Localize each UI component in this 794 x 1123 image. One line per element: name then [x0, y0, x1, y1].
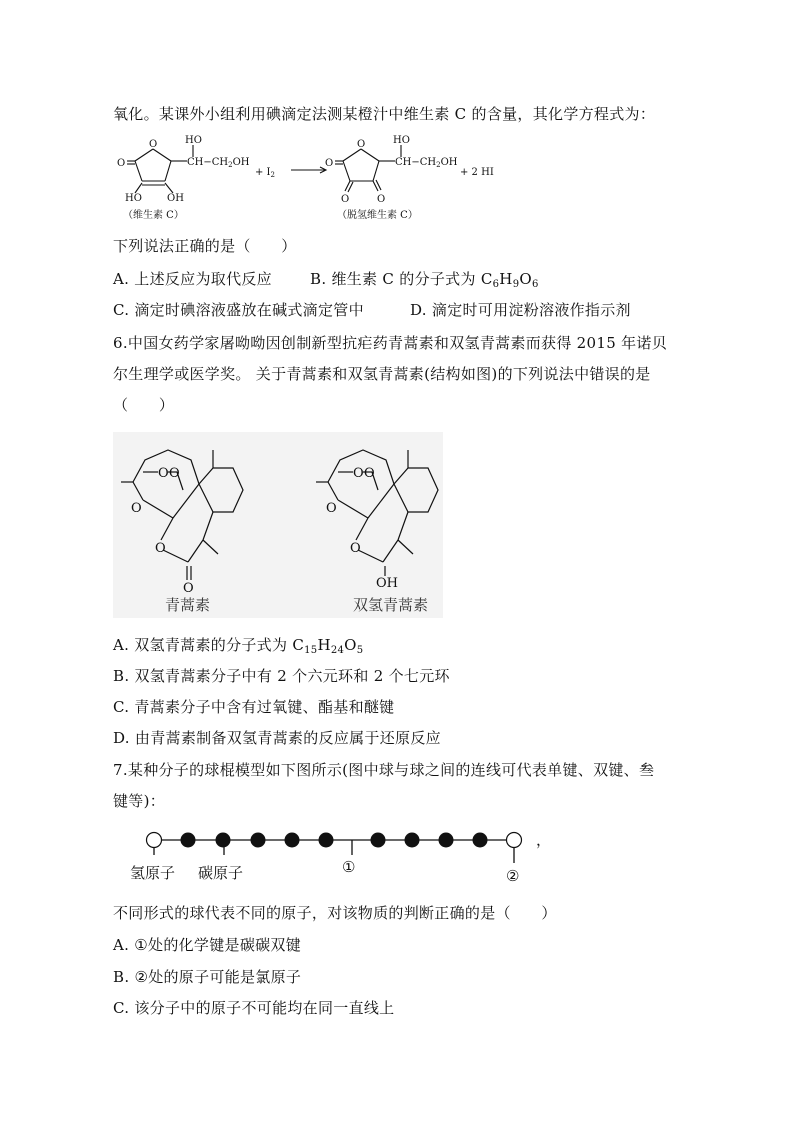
- ho-top-label: HO: [185, 135, 202, 146]
- q6-option-c: C. 青蒿素分子中含有过氧键、酯基和醚键: [113, 698, 395, 716]
- product-chain-label: $CH-CH_2OH$: [395, 157, 458, 169]
- oh-right-label: OH: [167, 193, 184, 204]
- ether-o-right: O: [326, 501, 337, 516]
- hydrogen-atom-label: 氢原子: [130, 864, 176, 882]
- ball-stick-model-figure: [120, 825, 560, 890]
- q6-option-b: B. 双氢青蒿素分子中有 2 个六元环和 2 个七元环: [113, 667, 450, 685]
- hydroxyl-label: OH: [376, 576, 398, 591]
- peroxide-o2: O: [169, 466, 180, 481]
- chain-label: $CH-CH_2OH$: [187, 157, 250, 169]
- q5-stem: 下列说法正确的是（ ）: [113, 237, 297, 255]
- ether-o-left: O: [131, 501, 142, 516]
- q7-option-c: C. 该分子中的原子不可能均在同一直线上: [113, 999, 395, 1017]
- q5-option-d: D. 滴定时可用淀粉溶液作指示剂: [410, 301, 631, 319]
- ring-oxygen-label: O: [149, 139, 158, 150]
- q5-option-b: B. 维生素 C 的分子式为 $C_6H_9O_6$: [310, 270, 539, 290]
- ester-o-left: O: [155, 541, 166, 556]
- q5-option-a: A. 上述反应为取代反应: [113, 270, 272, 288]
- carbonyl-o: O: [183, 581, 194, 596]
- keto-oxygen-label: O: [117, 158, 126, 169]
- carbon-atom-label: 碳原子: [198, 864, 244, 882]
- q6-stem-line1: 6.中国女药学家屠呦呦因创制新型抗疟药青蒿素和双氢青蒿素而获得 2015 年诺贝: [113, 334, 668, 352]
- q6-stem-line3: （ ）: [113, 396, 175, 414]
- product-o-bottom1: O: [341, 194, 350, 205]
- reactant-caption: （维生素 C）: [123, 210, 184, 221]
- q5-option-c: C. 滴定时碘溶液盛放在碱式滴定管中: [113, 301, 364, 319]
- plus-hi-label: + 2 HI: [460, 167, 494, 178]
- intro-text: 氧化。某课外小组利用碘滴定法测某橙汁中维生素 C 的含量，其化学方程式为：: [113, 105, 656, 123]
- product-ring-oxygen-label: O: [357, 139, 366, 150]
- q7-stem-line1: 7.某种分子的球棍模型如下图所示(图中球与球之间的连线可代表单键、双键、叁: [113, 761, 655, 779]
- product-ho-top-label: HO: [393, 135, 410, 146]
- product-keto-oxygen-label: O: [325, 158, 334, 169]
- peroxide-o3: O: [353, 466, 364, 481]
- figure-comma: ，: [536, 831, 552, 849]
- q7-option-b: B. ②处的原子可能是氯原子: [113, 968, 302, 986]
- artemisinin-caption: 青蒿素: [165, 596, 211, 614]
- artemisinin-structures-figure: [113, 432, 443, 618]
- q7-stem-line3: 不同形式的球代表不同的原子，对该物质的判断正确的是（ ）: [113, 904, 557, 922]
- plus-iodine-label: + $I_2$: [255, 167, 275, 179]
- q7-option-a: A. ①处的化学键是碳碳双键: [113, 936, 302, 954]
- q6-option-a: A. 双氢青蒿素的分子式为 $C_{15}H_{24}O_5$: [113, 636, 364, 656]
- q6-stem-line2: 尔生理学或医学奖。 关于青蒿素和双氢青蒿素(结构如图)的下列说法中错误的是: [113, 365, 651, 383]
- ho-left-label: HO: [125, 193, 142, 204]
- ring-o-right: O: [350, 541, 361, 556]
- dihydroartemisinin-caption: 双氢青蒿素: [353, 596, 429, 614]
- q7-stem-line2: 键等)：: [113, 792, 166, 810]
- peroxide-o1: O: [158, 466, 169, 481]
- marker-2: ②: [506, 867, 520, 885]
- vitamin-c-reaction-figure: [115, 133, 515, 228]
- marker-1: ①: [342, 858, 356, 876]
- peroxide-o4: O: [364, 466, 375, 481]
- product-o-bottom2: O: [377, 194, 386, 205]
- q6-option-d: D. 由青蒿素制备双氢青蒿素的反应属于还原反应: [113, 729, 441, 747]
- product-caption: （脱氢维生素 C）: [337, 210, 418, 221]
